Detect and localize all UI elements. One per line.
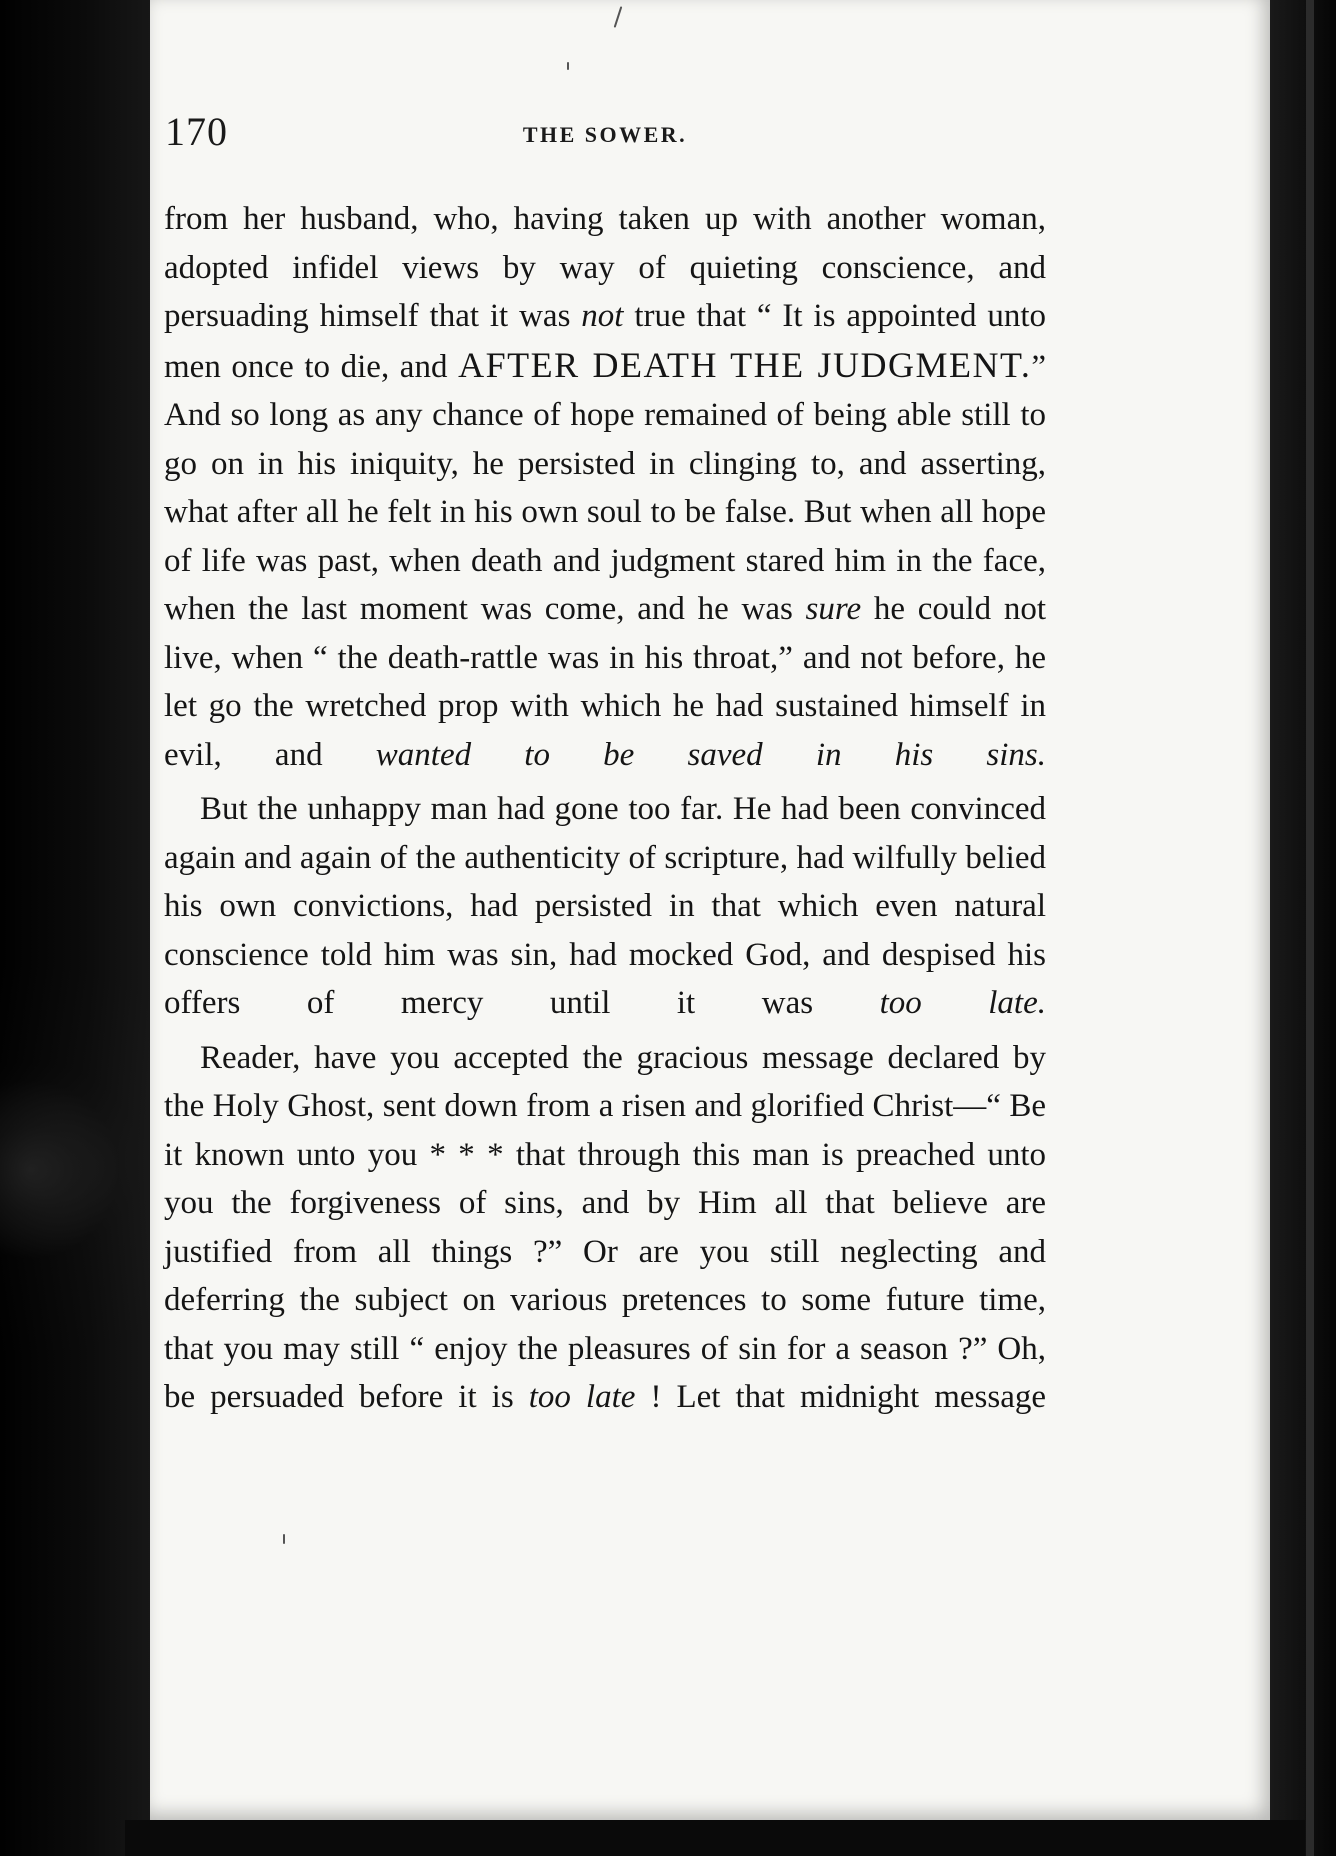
text-segment: Reader, have you accepted the gracious message declared by the Holy Ghost, sent down from a risen and glorified Christ—“ Be it known unto you * * * that through this man is preached unto you the forgiveness of sins, and by Him all that believe are justified from all things ?” Or are you still neglecting and deferring the subject on various pretences to some future time, that you may still “ enjoy the pleasures of sin for a season ?” Oh, be persuaded before it is xyxy=(164,1039,1046,1415)
right-edge-highlight xyxy=(1306,0,1314,1856)
text-segment: ! Let that midnight message xyxy=(635,1379,1046,1415)
text-segment: he could not live, when “ the death-rattle was in his throat,” and not before, he let go the wretched prop with which he had sustained himself in evil, and xyxy=(164,591,1046,773)
caps-segment: AFTER DEATH THE JUDGMENT. xyxy=(458,344,1032,385)
bottom-edge-shadow xyxy=(125,1820,1305,1856)
text-segment: ” And so long as any chance of hope remained of being able still to go on in his iniquity, he persisted in clinging to, and asserting, what after all he felt in his own soul to be false. But when all hope of life was past, when death and judgment stared him in the face, when the last moment was come, and he was xyxy=(164,348,1046,627)
page-number: 170 xyxy=(165,109,228,154)
page-header xyxy=(165,108,1045,158)
text-segment: true that “ It is appointed unto men once to die, and xyxy=(164,298,1046,385)
text-segment: But the unhappy man had gone too far. He had been convinced again and again of the authenticity of scripture, had wilfully belied his own convictions, had persisted in that which even natural conscience told him was sin, had mocked God, and despised his offers of mercy until it was xyxy=(164,791,1046,1021)
running-head: THE SOWER. xyxy=(522,122,688,147)
italic-segment: too late xyxy=(528,1379,636,1415)
italic-segment: wanted to be saved in his sins. xyxy=(375,736,1047,773)
stray-mark xyxy=(283,1534,285,1544)
paragraph-3 xyxy=(164,1034,1046,1422)
italic-segment: not xyxy=(581,298,624,334)
stray-mark xyxy=(567,62,569,70)
paragraph-1 xyxy=(164,195,1046,779)
text-segment: from her husband, who, having taken up with another woman, adopted infidel views by way of quieting conscience, and persuading himself that it was xyxy=(164,201,1046,334)
right-book-edge xyxy=(1270,0,1336,1856)
italic-segment: sure xyxy=(805,591,862,627)
paragraph-2 xyxy=(164,785,1046,1028)
left-margin-shadow xyxy=(0,0,150,1856)
body-text xyxy=(164,195,1046,1428)
italic-segment: too late. xyxy=(879,985,1046,1021)
